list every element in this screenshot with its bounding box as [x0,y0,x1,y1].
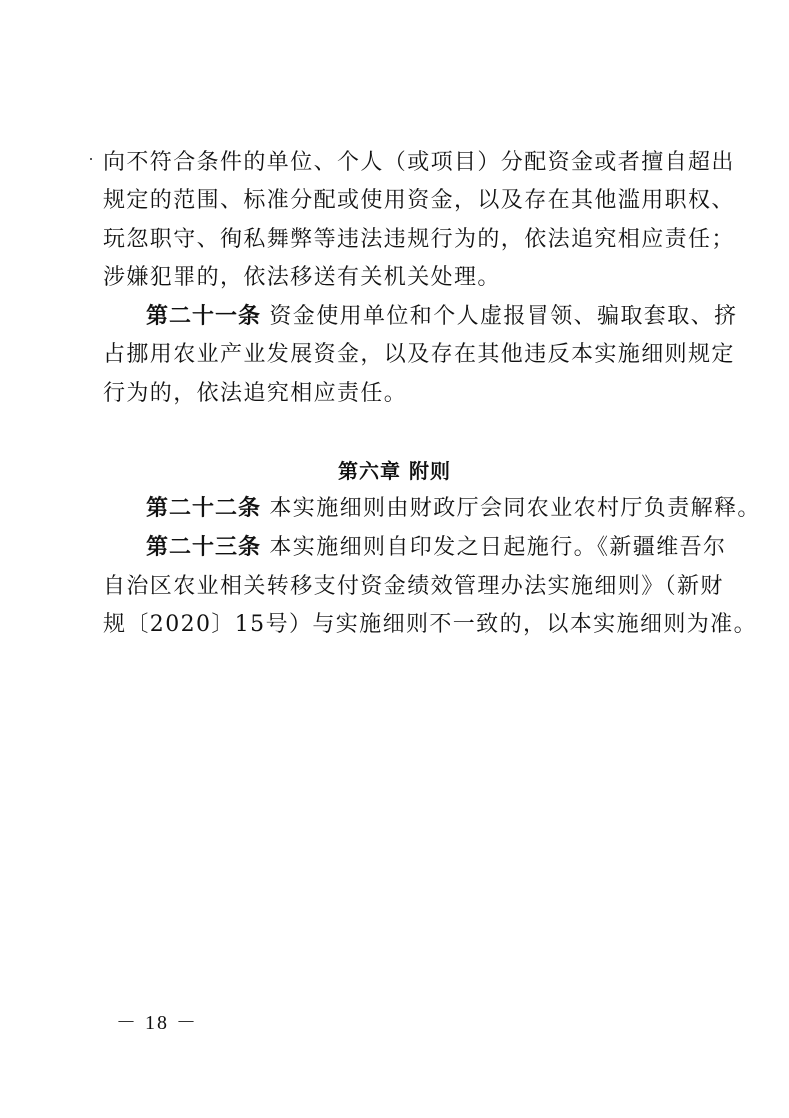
body-line-3: 玩忽职守、徇私舞弊等违法违规行为的，依法追究相应责任； [103,227,735,252]
chapter-heading: 第六章 附则 [338,459,451,483]
page-number: － 18 － [116,1012,198,1034]
article-23-label: 第二十三条 [146,535,262,560]
body-line-2: 规定的范围、标准分配或使用资金，以及存在其他滥用职权、 [103,188,735,213]
article-22-text-1: 本实施细则由财政厅会同农业农村厅负责解释。 [261,496,761,521]
body-line-1: 向不符合条件的单位、个人（或项目）分配资金或者擅自超出 [103,150,735,175]
article-21-line-1 [146,302,746,332]
scan-mark [90,158,92,160]
article-21-line-3: 行为的，依法追究相应责任。 [103,381,408,406]
article-23-line-3: 规〔2020〕15号）与实施细则不一致的，以本实施细则为准。 [103,612,757,637]
article-21-text-1: 资金使用单位和个人虚报冒领、骗取套取、挤 [261,304,738,329]
article-21-line-2: 占挪用农业产业发展资金，以及存在其他违反本实施细则规定 [103,342,735,367]
article-21-label: 第二十一条 [146,304,262,329]
article-22-label: 第二十二条 [146,496,262,521]
article-22-line-1 [146,494,761,524]
article-23-line-1 [146,533,746,563]
body-line-4: 涉嫌犯罪的，依法移送有关机关处理。 [103,265,501,290]
article-23-line-2: 自治区农业相关转移支付资金绩效管理办法实施细则》（新财 [103,574,724,599]
article-23-text-1: 本实施细则自印发之日起施行。《新疆维吾尔 [261,535,727,560]
